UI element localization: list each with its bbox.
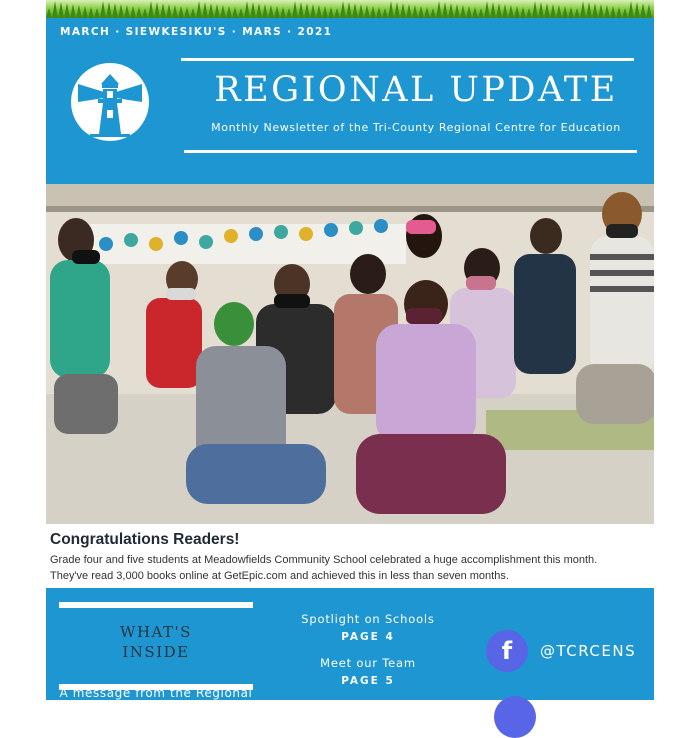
table-of-contents [278, 612, 458, 700]
lighthouse-icon [70, 62, 150, 142]
story-line: They've read 3,000 books online at GetEpic.com and achieved this in less than seven months. [50, 570, 509, 582]
grass-blade [646, 4, 652, 18]
whats-inside-title: WHAT'S INSIDE [120, 623, 192, 661]
toc-item[interactable] [278, 656, 458, 700]
toc-item-name: Meet our Team [320, 656, 416, 670]
toc-item[interactable] [278, 612, 458, 656]
grass-banner [46, 0, 654, 18]
social-icon[interactable] [494, 696, 536, 738]
class-photo [46, 184, 654, 524]
newsletter-title: REGIONAL UPDATE [214, 70, 618, 110]
social-handle: @TCRCENS [540, 642, 637, 660]
toc-item-page: PAGE 4 [341, 631, 395, 643]
story-line: Grade four and five students at Meadowfields Community School celebrated a huge accomplishment this month. [50, 554, 598, 566]
whats-inside-panel [46, 588, 654, 700]
masthead [46, 18, 654, 184]
title-rule-bottom [184, 150, 637, 153]
toc-item-name: Spotlight on Schools [301, 612, 435, 626]
facebook-link[interactable] [486, 629, 636, 673]
newsletter-subtitle: Monthly Newsletter of the Tri-County Regional Centre for Education [211, 121, 621, 134]
story-headline: Congratulations Readers! [50, 531, 240, 548]
regional-message-link[interactable]: A message from the Regional [59, 686, 253, 700]
whats-inside-box [59, 602, 253, 674]
story-body [50, 552, 660, 584]
toc-item-page: PAGE 5 [341, 675, 395, 687]
dateline: MARCH · SIEWKESIKU'S · MARS · 2021 [60, 26, 333, 38]
title-rule-top [181, 58, 634, 61]
facebook-icon: f [486, 630, 528, 672]
box-rule-top [59, 602, 253, 608]
